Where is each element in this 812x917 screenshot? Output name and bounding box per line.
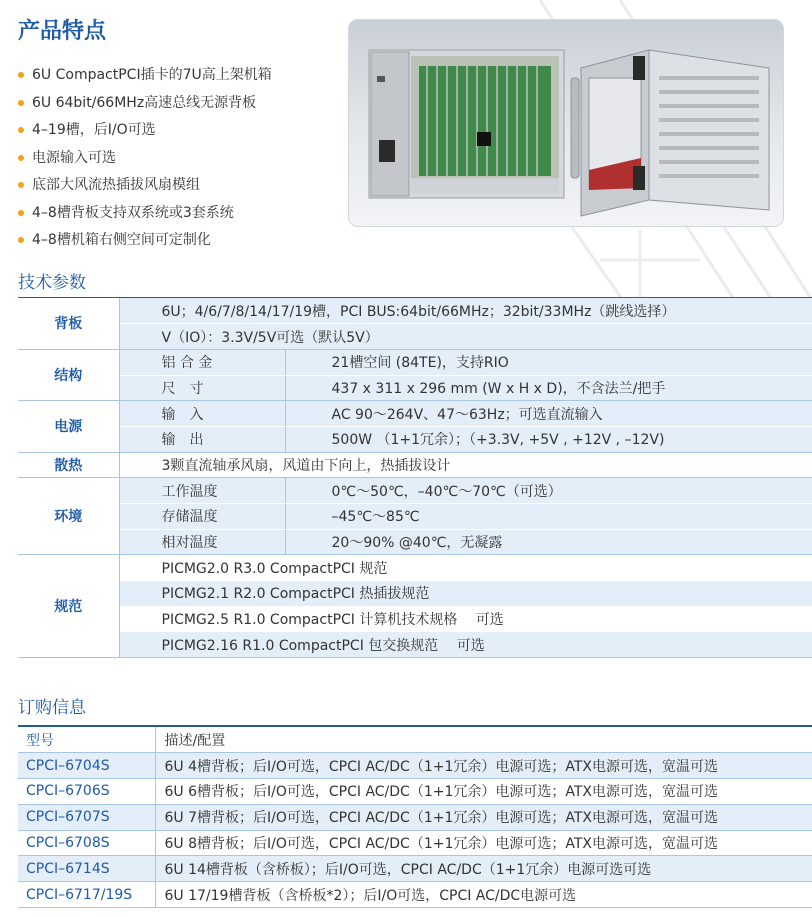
spec-row [18,426,812,452]
order-row [18,830,812,856]
model-number: CPCI–6707S [18,804,155,830]
order-header-row [18,727,812,753]
model-description: 6U 14槽背板（含桥板）；后I/O可选，CPCI AC/DC（1+1冗余）电源可选可选 [155,856,812,882]
spec-category: 散热 [18,452,119,478]
order-row [18,779,812,805]
bullet-icon [18,72,24,78]
spec-key: 存储温度 [119,504,285,530]
feature-item: 4–8槽背板支持双系统或3套系统 [18,200,272,228]
feature-item: 底部大风流热插拔风扇模组 [18,172,272,200]
spec-value: V（IO）：3.3V/5V可选（默认5V） [119,324,812,350]
feature-item: 4–8槽机箱右侧空间可定制化 [18,227,272,255]
spec-row [18,478,812,504]
feature-item: 电源输入可选 [18,145,272,173]
spec-value: PICMG2.5 R1.0 CompactPCI 计算机技术规格 可选 [119,606,812,632]
spec-value: PICMG2.1 R2.0 CompactPCI 热插拔规范 [119,581,812,607]
bullet-icon [18,210,24,216]
model-description: 6U 17/19槽背板（含桥板*2）；后I/O可选，CPCI AC/DC电源可选 [155,882,812,908]
page-title: 产品特点 [18,18,107,44]
feature-item: 6U CompactPCI插卡的7U高上架机箱 [18,62,272,90]
bullet-icon [18,127,24,133]
spec-row [18,606,812,632]
spec-key: 工作温度 [119,478,285,504]
spec-row [18,555,812,581]
spec-row [18,632,812,658]
spec-category: 环境 [18,478,119,555]
spec-key: 铝 合 金 [119,349,285,375]
spec-key: 相对温度 [119,529,285,555]
feature-item: 4–19槽，后I/O可选 [18,117,272,145]
specs-section-title: 技术参数 [18,273,86,293]
model-number: CPCI–6706S [18,779,155,805]
spec-row [18,401,812,427]
bullet-icon [18,155,24,161]
model-number: CPCI–6717/19S [18,882,155,908]
spec-category: 结构 [18,349,119,400]
spec-category: 规范 [18,555,119,658]
spec-value: 0℃～50℃，–40℃～70℃（可选） [285,478,812,504]
bullet-icon [18,182,24,188]
spec-key: 尺 寸 [119,375,285,401]
spec-row [18,298,812,324]
order-row [18,753,812,779]
feature-item: 6U 64bit/66MHz高速总线无源背板 [18,90,272,118]
spec-row [18,529,812,555]
model-description: 6U 7槽背板；后I/O可选，CPCI AC/DC（1+1冗余）电源可选；ATX电源可选，宽温可选 [155,804,812,830]
spec-category: 背板 [18,298,119,349]
spec-key: 输 入 [119,401,285,427]
product-photo [348,19,784,227]
order-row [18,804,812,830]
spec-row [18,349,812,375]
spec-value: PICMG2.16 R1.0 CompactPCI 包交换规范 可选 [119,632,812,658]
spec-value: AC 90～264V、47～63Hz；可选直流输入 [285,401,812,427]
spec-value: 500W （1+1冗余）；（+3.3V, +5V , +12V , –12V) [285,426,812,452]
model-number: CPCI–6704S [18,753,155,779]
spec-row [18,581,812,607]
spec-value: PICMG2.0 R3.0 CompactPCI 规范 [119,555,812,581]
order-row [18,856,812,882]
feature-list [18,62,272,255]
spec-value: 6U；4/6/7/8/14/17/19槽，PCI BUS:64bit/66MHz；32bit/33MHz（跳线选择） [119,298,812,324]
model-column-header: 型号 [18,727,155,753]
spec-row [18,324,812,350]
order-row [18,882,812,908]
spec-row [18,452,812,478]
spec-value: 21槽空间 (84TE)，支持RIO [285,349,812,375]
spec-row [18,375,812,401]
spec-value: 20～90% @40℃，无凝露 [285,529,812,555]
model-number: CPCI–6708S [18,830,155,856]
model-description: 6U 8槽背板；后I/O可选，CPCI AC/DC（1+1冗余）电源可选；ATX电源可选，宽温可选 [155,830,812,856]
spec-value: 437 x 311 x 296 mm (W x H x D)，不含法兰/把手 [285,375,812,401]
model-description: 6U 4槽背板；后I/O可选，CPCI AC/DC（1+1冗余）电源可选；ATX电源可选，宽温可选 [155,753,812,779]
spec-category: 电源 [18,401,119,452]
order-table [18,727,812,908]
spec-value: 3颗直流轴承风扇，风道由下向上，热插拔设计 [119,452,812,478]
spec-key: 输 出 [119,426,285,452]
spec-value: –45℃～85℃ [285,504,812,530]
desc-column-header: 描述/配置 [155,727,812,753]
chassis-illustration [349,20,784,227]
model-number: CPCI–6714S [18,856,155,882]
bullet-icon [18,237,24,243]
spec-row [18,504,812,530]
bullet-icon [18,100,24,106]
order-section-title: 订购信息 [18,698,86,718]
model-description: 6U 6槽背板；后I/O可选，CPCI AC/DC（1+1冗余）电源可选；ATX电源可选，宽温可选 [155,779,812,805]
specs-table [18,298,812,658]
